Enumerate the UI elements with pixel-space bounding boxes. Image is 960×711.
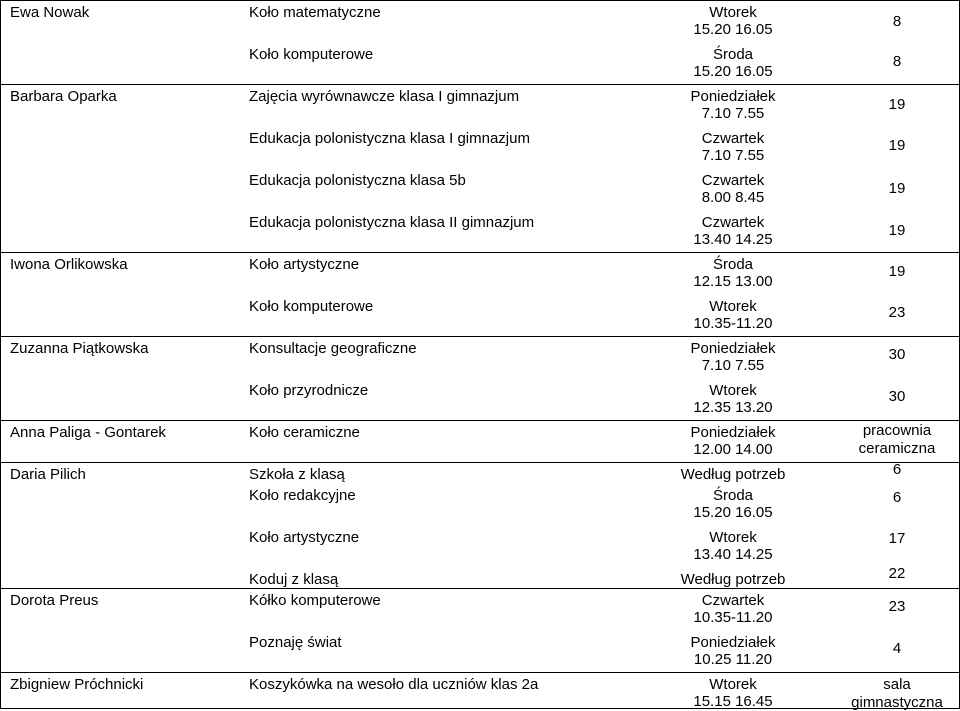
activity-name: Koło matematyczne [249, 4, 381, 21]
activity-time: 15.15 16.45 [693, 693, 773, 710]
activity-time: 10.35-11.20 [693, 315, 773, 332]
activity-room: pracownia [862, 422, 932, 439]
activity-time: 7.10 7.55 [701, 357, 765, 374]
activity-time: 12.00 14.00 [693, 441, 773, 458]
activity-time: 15.20 16.05 [693, 63, 773, 80]
activity-name: Koduj z klasą [249, 571, 339, 588]
activity-name: Edukacja polonistyczna klasa II gimnazjum [249, 214, 535, 231]
activity-name: Koło artystyczne [249, 256, 360, 273]
group-separator [0, 672, 960, 673]
activity-room: 6 [892, 461, 902, 478]
activity-name: Koło artystyczne [249, 529, 360, 546]
teacher-name: Dorota Preus [10, 592, 99, 609]
activity-name: Kółko komputerowe [249, 592, 381, 609]
activity-time: 13.40 14.25 [693, 231, 773, 248]
activity-day: Poniedziałek [690, 340, 776, 357]
activity-room: 19 [888, 222, 906, 239]
teacher-name: Ewa Nowak [10, 4, 90, 21]
activity-day: Czwartek [701, 172, 765, 189]
group-separator [0, 336, 960, 337]
activity-name: Koło komputerowe [249, 46, 374, 63]
activity-time: 8.00 8.45 [701, 189, 765, 206]
activity-time: 10.35-11.20 [693, 609, 773, 626]
table-border-top [0, 0, 960, 1]
activity-name: Koło komputerowe [249, 298, 374, 315]
activity-room: 19 [888, 180, 906, 197]
activity-day: Środa [712, 487, 754, 504]
activity-day: Poniedziałek [690, 634, 776, 651]
group-separator [0, 252, 960, 253]
activity-room: sala [883, 676, 911, 693]
activity-day: Wtorek [709, 298, 757, 315]
activity-room: 8 [892, 53, 902, 70]
activity-room: 17 [888, 530, 906, 547]
activity-room: gimnastyczna [851, 694, 943, 711]
activity-name: Poznaję świat [249, 634, 342, 651]
activity-time: 15.20 16.05 [693, 21, 773, 38]
activity-room: 19 [888, 96, 906, 113]
activity-day: Poniedziałek [690, 424, 776, 441]
activity-time: 13.40 14.25 [693, 546, 773, 563]
activity-name: Koło ceramiczne [249, 424, 360, 441]
activity-name: Koło przyrodnicze [249, 382, 369, 399]
activity-name: Koszykówka na wesoło dla uczniów klas 2a [249, 676, 539, 693]
activity-room: 4 [892, 640, 902, 657]
activity-room: 19 [888, 263, 906, 280]
activity-room: ceramiczna [858, 440, 936, 457]
activity-name: Edukacja polonistyczna klasa 5b [249, 172, 466, 189]
activity-time: 12.15 13.00 [693, 273, 773, 290]
activity-time: 10.25 11.20 [693, 651, 773, 668]
activity-name: Koło redakcyjne [249, 487, 356, 504]
activity-time: 15.20 16.05 [693, 504, 773, 521]
group-separator [0, 420, 960, 421]
activity-day: Wtorek [709, 676, 757, 693]
activity-room: 23 [888, 304, 906, 321]
activity-time: 7.10 7.55 [701, 105, 765, 122]
group-separator [0, 588, 960, 589]
group-separator [0, 462, 960, 463]
activity-name: Konsultacje geograficzne [249, 340, 417, 357]
activity-day: Czwartek [701, 214, 765, 231]
activity-day: Wtorek [709, 4, 757, 21]
activity-room: 30 [888, 346, 906, 363]
activity-room: 8 [892, 13, 902, 30]
activity-time: 7.10 7.55 [701, 147, 765, 164]
activity-name: Edukacja polonistyczna klasa I gimnazjum [249, 130, 530, 147]
activity-day: Środa [712, 46, 754, 63]
teacher-name: Zbigniew Próchnicki [10, 676, 144, 693]
activity-day: Czwartek [701, 130, 765, 147]
teacher-name: Anna Paliga - Gontarek [10, 424, 166, 441]
teacher-name: Daria Pilich [10, 466, 86, 483]
activity-room: 30 [888, 388, 906, 405]
activity-day: Wtorek [709, 529, 757, 546]
activity-day: Środa [712, 256, 754, 273]
activity-day: Według potrzeb [680, 571, 786, 588]
activity-room: 19 [888, 137, 906, 154]
activity-name: Szkoła z klasą [249, 466, 345, 483]
activity-name: Zajęcia wyrównawcze klasa I gimnazjum [249, 88, 520, 105]
activity-day: Wtorek [709, 382, 757, 399]
teacher-name: Iwona Orlikowska [10, 256, 128, 273]
activity-room: 22 [888, 565, 906, 582]
activity-room: 23 [888, 598, 906, 615]
activity-time: 12.35 13.20 [693, 399, 773, 416]
activity-day: Według potrzeb [680, 466, 786, 483]
table-border-left [0, 0, 1, 709]
activity-day: Poniedziałek [690, 88, 776, 105]
activity-day: Czwartek [701, 592, 765, 609]
teacher-name: Barbara Oparka [10, 88, 117, 105]
activity-room: 6 [892, 489, 902, 506]
group-separator [0, 84, 960, 85]
teacher-name: Zuzanna Piątkowska [10, 340, 149, 357]
